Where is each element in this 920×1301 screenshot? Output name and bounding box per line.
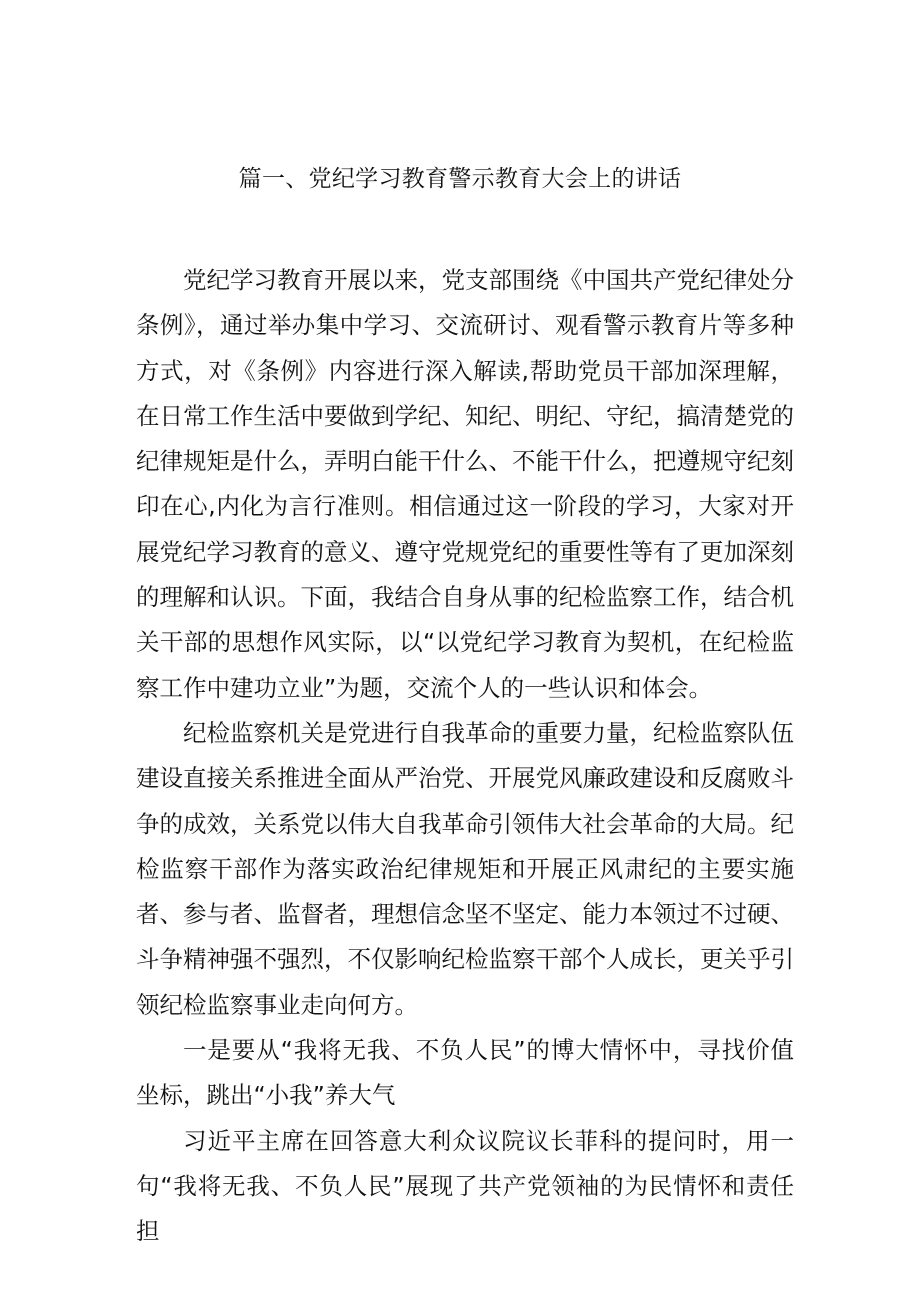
paragraph-discipline-organs: 纪检监察机关是党进行自我革命的重要力量，纪检监察队伍建设直接关系推进全面从严治党、开展党风廉政建设和反腐败斗争的成效，关系党以伟大自我革命引领伟大社会革命的大局。纪检监察干部作为落实政治纪律规矩和开展正风肃纪的主要实施者、参与者、监督者，理想信念坚不坚定、能力本领过不过硬、斗争精神强不强烈，不仅影响纪检监察干部个人成长，更关乎引领纪检监察事业走向何方。 (136, 718, 794, 1019)
paragraph-xi-quote: 习近平主席在回答意大利众议院议长菲科的提问时，用一句“我将无我、不负人民”展现了共产党领袖的为民情怀和责任担 (136, 1126, 794, 1246)
document-body (136, 258, 794, 1255)
paragraph-intro: 党纪学习教育开展以来，党支部围绕《中国共产党纪律处分条例》，通过举办集中学习、交流研讨、观看警示教育片等多种方式，对《条例》内容进行深入解读,帮助党员干部加深理解，在日常工作生活中要做到学纪、知纪、明纪、守纪，搞清楚党的纪律规矩是什么，弄明白能干什么、不能干什么，把遵规守纪刻印在心,内化为言行准则。相信通过这一阶段的学习，大家对开展党纪学习教育的意义、遵守党规党纪的重要性等有了更加深刻的理解和认识。下面，我结合自身从事的纪检监察工作，结合机关干部的思想作风实际，以“以党纪学习教育为契机，在纪检监察工作中建功立业”为题，交流个人的一些认识和体会。 (136, 266, 794, 702)
paragraph-point-one-heading: 一是要从“我将无我、不负人民”的博大情怀中，寻找价值坐标，跳出“小我”养大气 (136, 1036, 794, 1110)
document-title: 篇一、党纪学习教育警示教育大会上的讲话 (238, 166, 682, 192)
